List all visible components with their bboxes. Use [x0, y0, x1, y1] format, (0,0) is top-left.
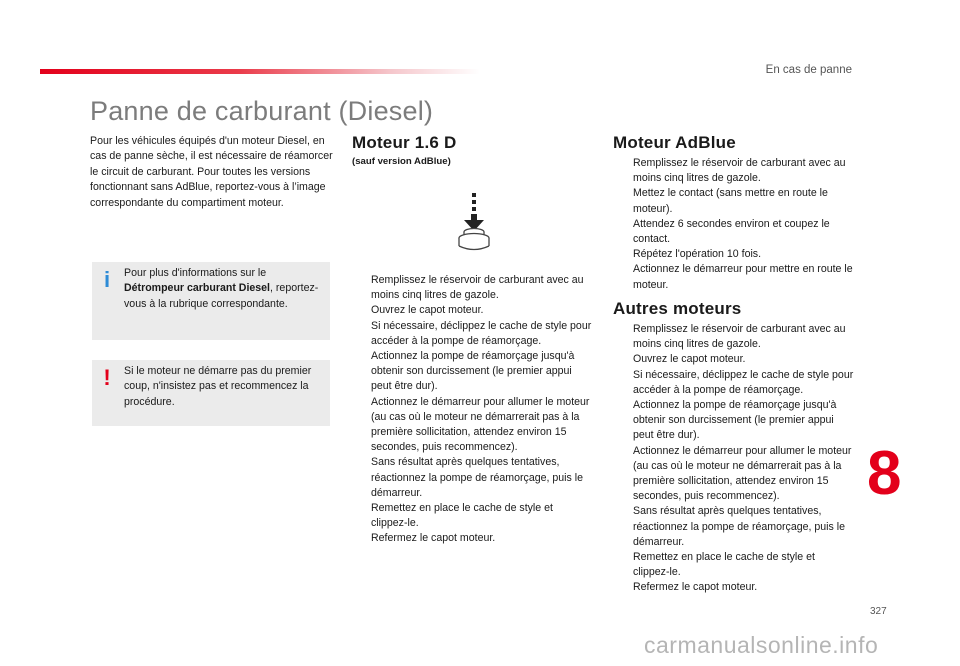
- moteur-16d-steps: [352, 273, 592, 547]
- moteur-16d-subtitle: (sauf version AdBlue): [352, 156, 451, 167]
- intro-paragraph: Pour les véhicules équipés d'un moteur Diesel, en cas de panne sèche, il est nécessaire de réamorcer le circuit de carburant. Pour toutes les versions fonctionnant sans AdBlue, reportez-vous à l’image correspondante du compartiment moteur.: [90, 135, 333, 209]
- list-item: Sans résultat après quelques tentatives, réactionnez la pompe de réamorçage, puis le démarreur.: [633, 505, 845, 548]
- autres-moteurs-title: Autres moteurs: [613, 299, 742, 318]
- list-item: Remettez en place le cache de style et clippez-le.: [371, 502, 553, 530]
- moteur-adblue-steps: [614, 156, 854, 293]
- moteur-adblue-title: Moteur AdBlue: [613, 133, 736, 152]
- list-item: Refermez le capot moteur.: [633, 581, 758, 594]
- moteur-16d-title: Moteur 1.6 D: [352, 133, 457, 152]
- list-item: Actionnez le démarreur pour allumer le moteur (au cas où le moteur ne démarrerait pas à la première sollicitation, attendez environ 15 secondes, puis recommencez).: [371, 395, 590, 454]
- warning-box: [92, 360, 330, 426]
- list-item: Remplissez le réservoir de carburant avec au moins cinq litres de gazole.: [371, 274, 584, 302]
- list-item: Actionnez la pompe de réamorçage jusqu'à obtenir son durcissement (le premier appui peut être dur).: [371, 350, 575, 393]
- list-item: Actionnez le démarreur pour allumer le moteur (au cas où le moteur ne démarrerait pas à la première sollicitation, attendez environ 15 secondes, puis recommencez).: [633, 444, 852, 503]
- list-item: Ouvrez le capot moteur.: [371, 304, 484, 317]
- list-item: Refermez le capot moteur.: [371, 532, 496, 545]
- list-item: Remplissez le réservoir de carburant avec au moins cinq litres de gazole.: [633, 157, 846, 185]
- list-item: Ouvrez le capot moteur.: [633, 353, 746, 366]
- autres-moteurs-steps: [614, 322, 854, 596]
- list-item: Sans résultat après quelques tentatives, réactionnez la pompe de réamorçage, puis le démarreur.: [371, 456, 583, 499]
- list-item: Si nécessaire, déclippez le cache de style pour accéder à la pompe de réamorçage.: [633, 368, 854, 396]
- list-item: Actionnez la pompe de réamorçage jusqu'à obtenir son durcissement (le premier appui peut être dur).: [633, 399, 837, 442]
- priming-pump-icon: [454, 191, 494, 253]
- list-item: Attendez 6 secondes environ et coupez le contact.: [633, 217, 830, 246]
- list-item: Mettez le contact (sans mettre en route le moteur).: [633, 187, 828, 215]
- list-item: Si nécessaire, déclippez le cache de style pour accéder à la pompe de réamorçage.: [371, 319, 592, 347]
- list-item: Répétez l'opération 10 fois.: [633, 248, 762, 261]
- info-icon: i: [103, 267, 111, 292]
- watermark[interactable]: carmanualsonline.info: [644, 632, 879, 658]
- warning-icon: !: [103, 365, 111, 390]
- page-number: 327: [870, 606, 887, 617]
- section-title: En cas de panne: [765, 64, 852, 76]
- info-text: Pour plus d'informations sur le Détrompeur carburant Diesel, reportez-vous à la rubrique correspondante.: [124, 267, 319, 310]
- chapter-number: 8: [867, 439, 902, 508]
- page-title: Panne de carburant (Diesel): [90, 96, 434, 126]
- warning-text: Si le moteur ne démarre pas du premier coup, n'insistez pas et recommencez la procédure.: [124, 365, 312, 408]
- list-item: Remettez en place le cache de style et clippez-le.: [633, 551, 815, 579]
- info-box: [92, 262, 330, 340]
- header-accent-bar: [40, 69, 480, 74]
- list-item: Remplissez le réservoir de carburant avec au moins cinq litres de gazole.: [633, 323, 846, 351]
- list-item: Actionnez le démarreur pour mettre en route le moteur.: [633, 263, 853, 291]
- info-bold-term: Détrompeur carburant Diesel: [124, 282, 271, 295]
